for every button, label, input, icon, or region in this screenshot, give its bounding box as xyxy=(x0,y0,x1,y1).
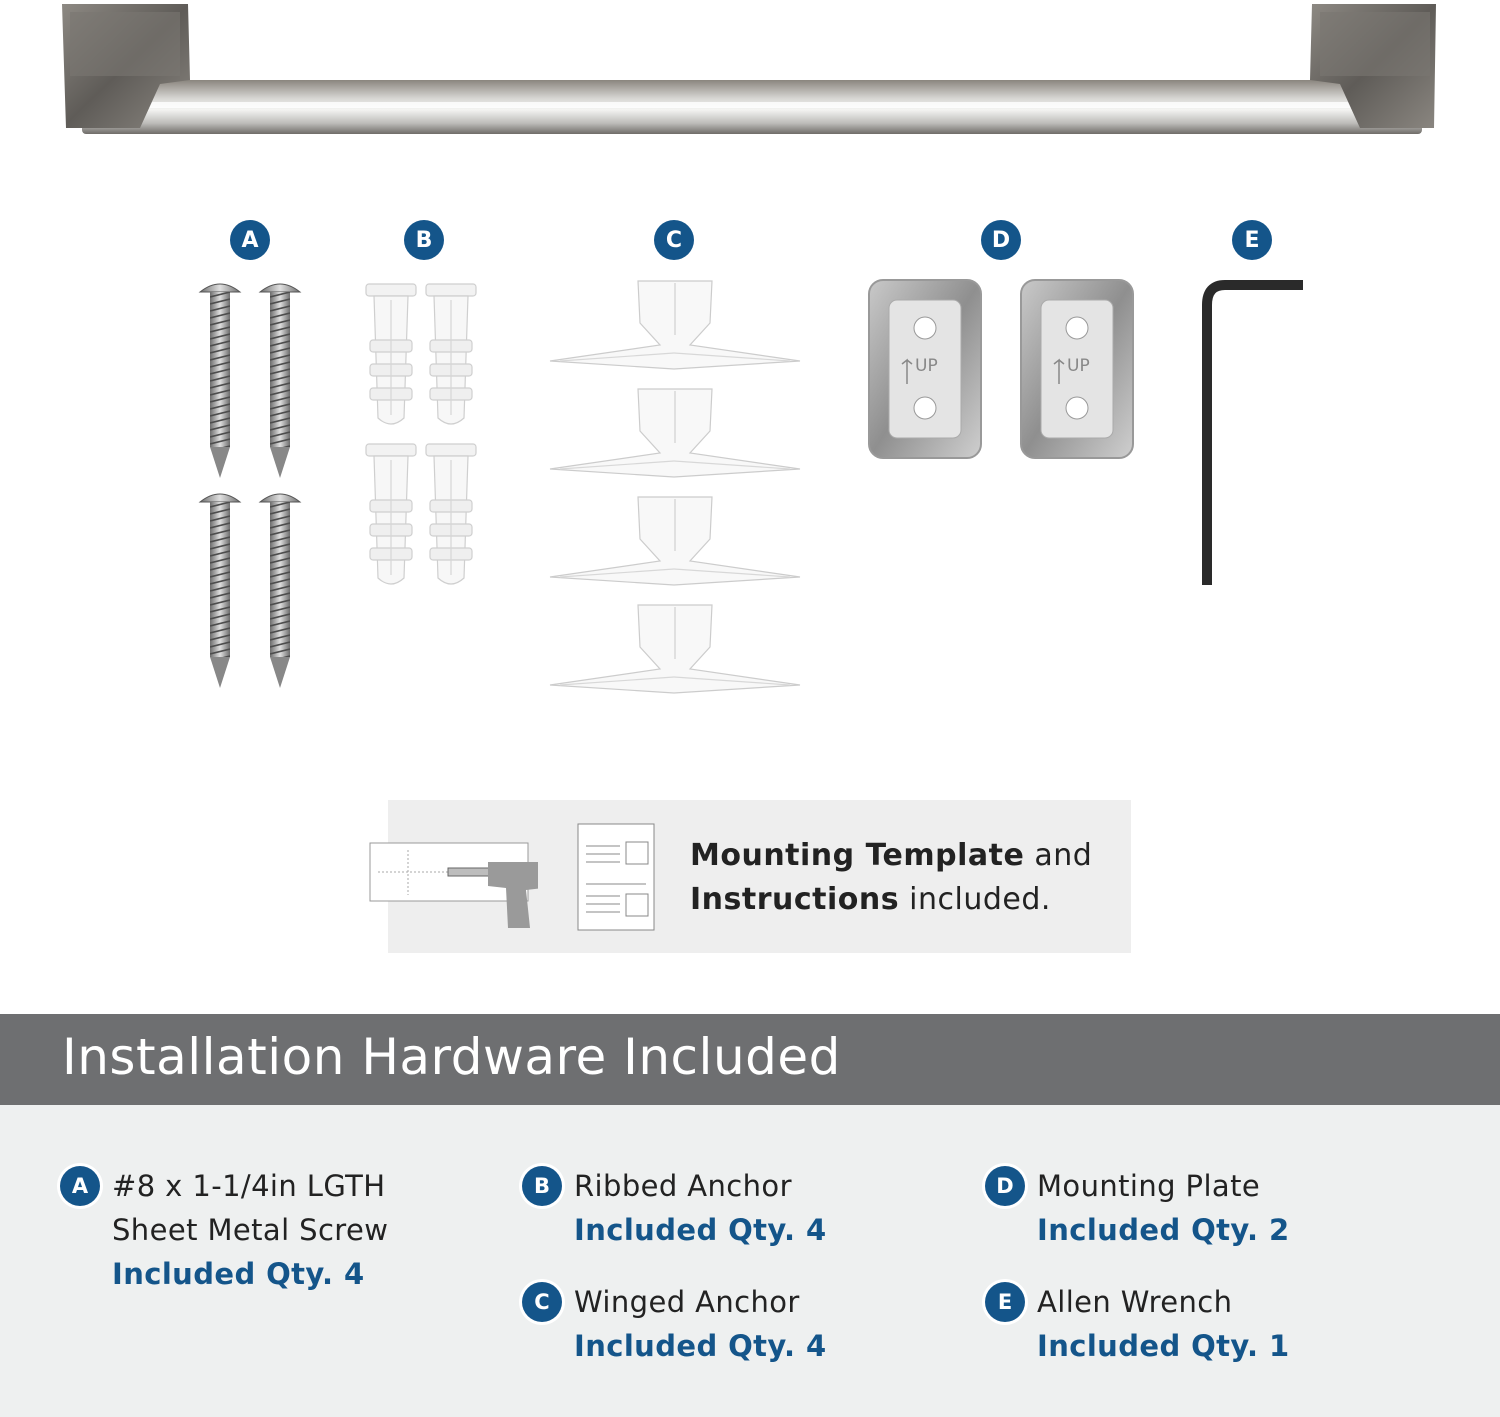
item-e-qty: Included Qty. 1 xyxy=(1037,1329,1290,1363)
drill-icon xyxy=(368,840,538,935)
item-a-badge: A xyxy=(60,1166,100,1206)
item-d-badge: D xyxy=(985,1166,1025,1206)
plate-up-label: UP xyxy=(1067,356,1090,376)
item-a-name-line2: Sheet Metal Screw xyxy=(112,1213,389,1247)
hardware-item-e xyxy=(985,1282,1290,1368)
screws-illustration xyxy=(190,270,320,700)
part-b-badge: B xyxy=(404,220,444,260)
item-e-name: Allen Wrench xyxy=(1037,1285,1233,1319)
item-e-badge: E xyxy=(985,1282,1025,1322)
item-b-badge: B xyxy=(522,1166,562,1206)
item-b-name: Ribbed Anchor xyxy=(574,1169,792,1203)
hardware-item-b xyxy=(522,1166,827,1252)
allen-wrench-illustration xyxy=(1195,275,1315,595)
item-c-badge: C xyxy=(522,1282,562,1322)
section-title: Installation Hardware Included xyxy=(62,1028,841,1086)
hardware-item-c xyxy=(522,1282,827,1368)
mounting-plates-illustration xyxy=(865,278,1140,463)
item-c-name: Winged Anchor xyxy=(574,1285,800,1319)
template-note-line1: Mounting Template and xyxy=(690,838,1093,873)
hardware-item-d xyxy=(985,1166,1290,1252)
plate-up-label: UP xyxy=(915,356,938,376)
item-a-name-line1: #8 x 1-1/4in LGTH xyxy=(112,1169,386,1203)
item-a-qty: Included Qty. 4 xyxy=(112,1257,365,1291)
hardware-item-a xyxy=(60,1166,388,1296)
instructions-document-icon xyxy=(576,822,658,932)
part-e-badge: E xyxy=(1232,220,1272,260)
part-c-badge: C xyxy=(654,220,694,260)
item-d-qty: Included Qty. 2 xyxy=(1037,1213,1290,1247)
template-note-line2: Instructions included. xyxy=(690,882,1051,917)
item-b-qty: Included Qty. 4 xyxy=(574,1213,827,1247)
part-a-badge: A xyxy=(230,220,270,260)
item-c-qty: Included Qty. 4 xyxy=(574,1329,827,1363)
item-d-name: Mounting Plate xyxy=(1037,1169,1261,1203)
winged-anchors-illustration xyxy=(540,275,810,705)
towel-bar-image xyxy=(0,0,1500,150)
part-d-badge: D xyxy=(981,220,1021,260)
template-note-box xyxy=(388,800,1131,953)
ribbed-anchors-illustration xyxy=(360,280,490,600)
